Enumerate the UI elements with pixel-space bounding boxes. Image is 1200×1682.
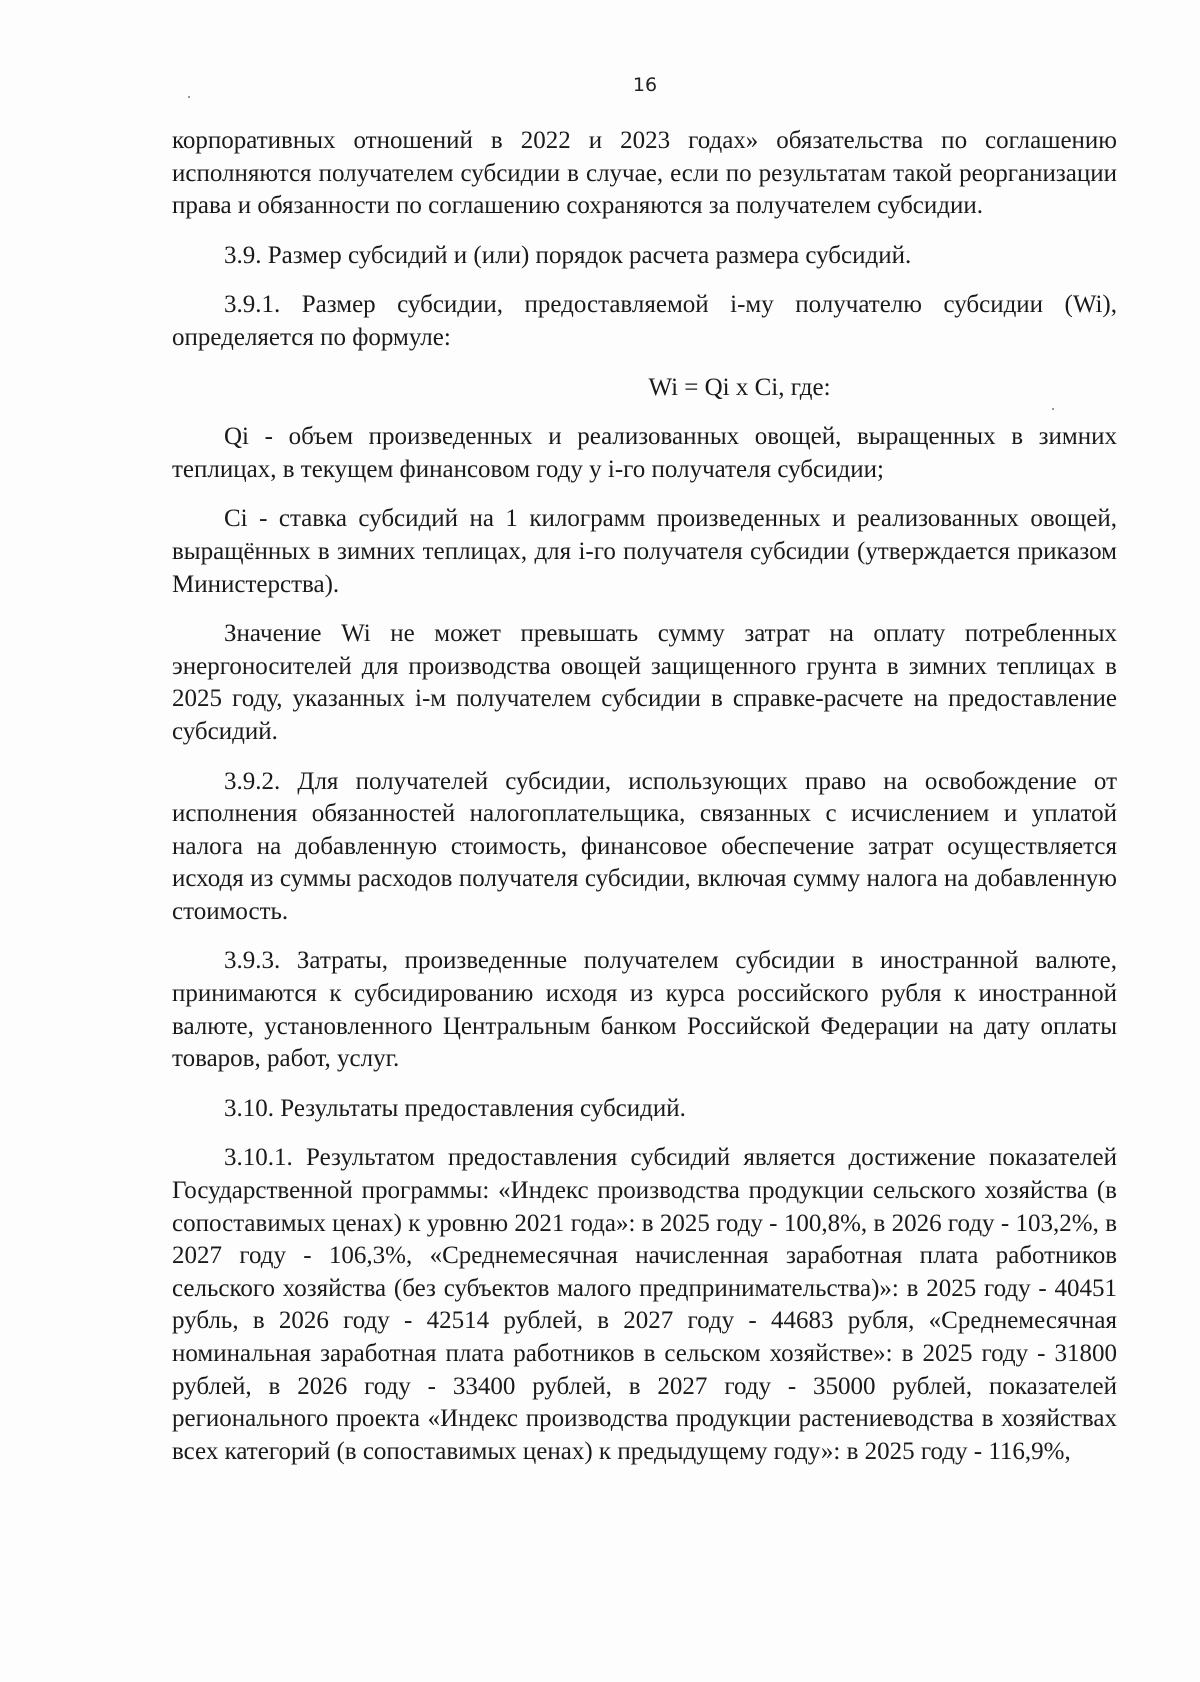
paragraph-continuation: корпоративных отношений в 2022 и 2023 годах» обязательства по соглашению исполняются получателем субсидии в случае, если по результатам такой реорганизации права и обязанности по соглашению сохраняются за получателем субсидии. [172, 127, 1117, 220]
document-body [172, 125, 1117, 1485]
page-number: 16 [632, 74, 658, 96]
scan-speck [188, 96, 190, 98]
definition-qi: Qi - объем произведенных и реализованных овощей, выращенных в зимних теплицах, в текущем финансовом году у i-го получателя субсидии; [172, 423, 1117, 483]
paragraph-wi-limit: Значение Wi не может превышать сумму затрат на оплату потребленных энергоносителей для производства овощей защищенного грунта в зимних теплицах в 2025 году, указанных i-м получателем субсидии в справке-расчете на предоставление субсидий. [172, 620, 1117, 745]
paragraph-3-9-1: 3.9.1. Размер субсидии, предоставляемой i-му получателю субсидии (Wi), определяется по формуле: [172, 291, 1117, 351]
paragraph-3-9-2: 3.9.2. Для получателей субсидии, использующих право на освобождение от исполнения обязанностей налогоплательщика, связанных с исчислением и уплатой налога на добавленную стоимость, финансовое обеспечение затрат осуществляется исходя из суммы расходов получателя субсидии, включая сумму налога на добавленную стоимость. [172, 767, 1117, 925]
section-heading-3-9: 3.9. Размер субсидий и (или) порядок расчета размера субсидий. [224, 241, 912, 269]
paragraph-3-10-1: 3.10.1. Результатом предоставления субсидий является достижение показателей Государственной программы: «Индекс производства продукции сельского хозяйства (в сопоставимых ценах) к уровню 2021 года»: в 2025 году - 100,8%, в 2026 году - 103,2%, в 2027 году - 106,3%, «Среднемесячная начисленная заработная плата работников сельского хозяйства (без субъектов малого предпринимательства)»: в 2025 году - 40451 рубль, в 2026 году - 42514 рублей, в 2027 году - 44683 рубля, «Среднемесячная номинальная заработная плата работников в сельском хозяйстве»: в 2025 году - 31800 рублей, в 2026 году - 33400 рублей, в 2027 году - 35000 рублей, показателей регионального проекта «Индекс производства продукции растениеводства в хозяйствах всех категорий (в сопоставимых ценах) к предыдущему году»: в 2025 году - 116,9%, [172, 1144, 1117, 1465]
formula: Wi = Qi x Ci, где: [648, 373, 831, 401]
section-heading-3-10: 3.10. Результаты предоставления субсидий. [224, 1094, 686, 1122]
paragraph-3-9-3: 3.9.3. Затраты, произведенные получателем субсидии в иностранной валюте, принимаются к субсидированию исходя из курса российского рубля к иностранной валюте, установленного Центральным банком Российской Федерации на дату оплаты товаров, работ, услуг. [172, 947, 1117, 1073]
definition-ci: Ci - ставка субсидий на 1 килограмм произведенных и реализованных овощей, выращённых в зимних теплицах, для i-го получателя субсидии (утверждается приказом Министерства). [172, 505, 1117, 598]
